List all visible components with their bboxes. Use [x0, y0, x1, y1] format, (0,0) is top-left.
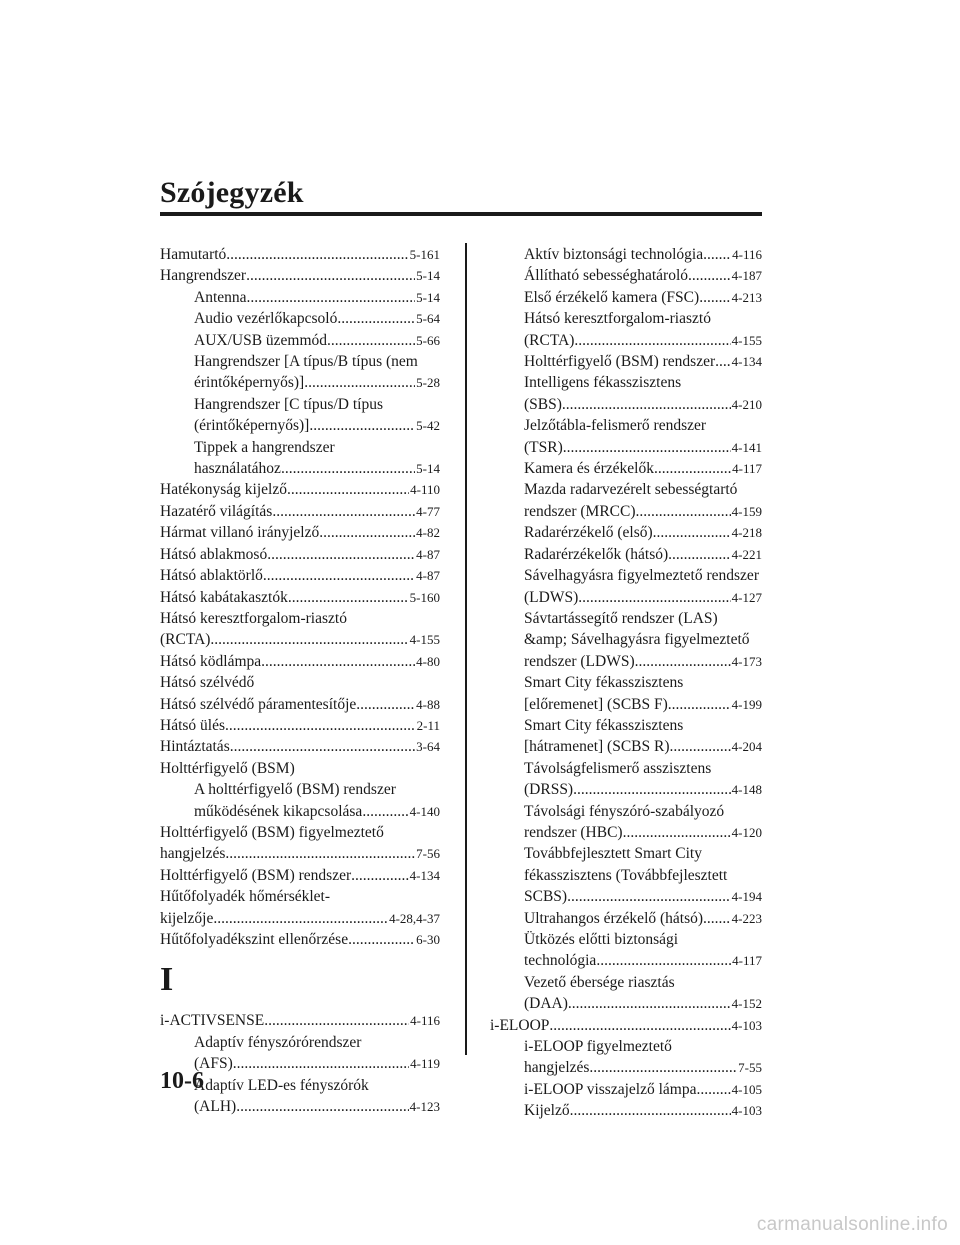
entry-term: Holttérfigyelő (BSM) rendszer	[160, 866, 352, 884]
index-entry-continuation	[490, 479, 762, 500]
index-subentry	[490, 1079, 762, 1100]
index-subentry	[490, 330, 762, 351]
entry-term: Hűtőfolyadékszint ellenőrzése	[160, 931, 349, 948]
index-subentry	[160, 1096, 440, 1117]
dot-leader	[668, 544, 730, 565]
dot-leader	[636, 501, 731, 522]
entry-term: (RCTA)	[160, 631, 211, 649]
index-entry	[160, 265, 440, 286]
entry-term: Továbbfejlesztett Smart City	[524, 845, 702, 863]
index-entry	[160, 694, 440, 715]
entry-term: Kijelző	[524, 1102, 570, 1120]
entry-term: technológia	[524, 952, 597, 970]
index-entry-continuation	[160, 1032, 440, 1053]
dot-leader	[247, 287, 416, 308]
entry-page-reference[interactable]: 4-82	[416, 525, 440, 541]
entry-page-reference[interactable]: 4-199	[731, 696, 762, 712]
index-entry-continuation	[160, 822, 440, 843]
dot-leader	[263, 565, 415, 586]
entry-page-reference[interactable]: 4-194	[731, 889, 762, 905]
dot-leader	[562, 394, 731, 415]
index-subentry	[490, 458, 762, 479]
entry-term: AUX/USB üzemmód	[194, 331, 328, 349]
dot-leader	[261, 651, 415, 672]
entry-page-reference[interactable]: 5-66	[416, 332, 440, 348]
dot-leader	[337, 308, 415, 329]
entry-term: Radarérzékelők (hátsó)	[524, 545, 669, 563]
index-entry-continuation	[160, 672, 440, 693]
entry-term: Kamera és érzékelők	[524, 460, 654, 478]
entry-page-reference[interactable]: 4-152	[731, 996, 762, 1012]
index-subentry	[490, 244, 762, 265]
entry-page-reference[interactable]: 4-120	[731, 824, 762, 840]
entry-page-reference[interactable]: 4-223	[731, 910, 762, 926]
dot-leader	[351, 865, 409, 886]
entry-term: Hangrendszer [C típus/D típus	[194, 395, 383, 413]
entry-term: Távolságfelismerő asszisztens	[524, 759, 712, 777]
index-entry	[160, 843, 440, 864]
dot-leader	[225, 715, 416, 736]
entry-term: rendszer (MRCC)	[524, 502, 636, 520]
entry-term: Jelzőtábla-felismerő rendszer	[524, 417, 707, 435]
index-entry	[160, 908, 440, 929]
index-subentry	[490, 1057, 762, 1078]
entry-term: [hátramenet] (SCBS R)	[524, 738, 670, 756]
entry-term: érintőképernyős)]	[194, 374, 305, 392]
dot-leader	[327, 330, 415, 351]
entry-term: Hármat villanó irányjelző	[160, 524, 320, 542]
entry-term: Állítható sebességhatároló	[524, 267, 688, 285]
index-subentry	[490, 886, 762, 907]
entry-term: Vezető ébersége riasztás	[524, 973, 675, 991]
dot-leader	[574, 330, 730, 351]
entry-term: (DAA)	[524, 995, 568, 1013]
dot-leader	[668, 694, 731, 715]
entry-term: Hátsó ablaktörlő	[160, 567, 263, 585]
entry-term: (LDWS)	[524, 588, 579, 606]
index-entry-continuation	[490, 929, 762, 950]
entry-term: [előremenet] (SCBS F)	[524, 695, 668, 713]
entry-term: rendszer (LDWS)	[524, 652, 635, 670]
index-entry-continuation	[490, 972, 762, 993]
entry-term: Távolsági fényszóró-szabályozó	[524, 802, 725, 820]
entry-page-reference[interactable]: 4-105	[731, 1081, 762, 1097]
index-entry-continuation	[160, 437, 440, 458]
entry-term: i-ELOOP	[490, 1016, 550, 1034]
index-entry	[160, 865, 440, 886]
dot-leader	[233, 1053, 409, 1074]
entry-term: Holttérfigyelő (BSM) figyelmeztető	[160, 823, 384, 841]
entry-term: (érintőképernyős)]	[194, 417, 310, 435]
index-entry-continuation	[490, 715, 762, 736]
entry-term: Ütközés előtti biztonsági	[524, 931, 679, 948]
dot-leader	[264, 1010, 409, 1031]
dot-leader	[715, 351, 731, 372]
entry-page-reference[interactable]: 5-14	[416, 289, 440, 305]
index-entry-continuation	[490, 865, 762, 886]
index-column-left	[160, 244, 440, 1117]
entry-page-reference[interactable]: 5-28	[416, 375, 440, 391]
entry-term: Hazatérő világítás	[160, 502, 273, 520]
entry-term: Hátsó ablakmosó	[160, 545, 268, 563]
index-subentry	[490, 908, 762, 929]
index-entry-continuation	[490, 415, 762, 436]
index-entry	[160, 715, 440, 736]
index-entry-continuation	[160, 779, 440, 800]
dot-leader	[281, 458, 415, 479]
dot-leader	[703, 908, 731, 929]
entry-term: SCBS)	[524, 888, 568, 906]
dot-leader	[267, 544, 415, 565]
entry-page-reference[interactable]: 4-116	[410, 1013, 440, 1029]
entry-page-reference[interactable]: 4-148	[731, 782, 762, 798]
entry-term: Radarérzékelő (első)	[524, 524, 653, 542]
dot-leader	[288, 587, 409, 608]
index-entry-continuation	[490, 758, 762, 779]
entry-term: (AFS)	[194, 1055, 233, 1073]
entry-page-reference[interactable]: 2-11	[416, 717, 440, 733]
entry-page-reference[interactable]: 4-117	[732, 953, 762, 969]
dot-leader	[309, 415, 415, 436]
entry-term: Audio vezérlőkapcsoló	[194, 310, 338, 328]
entry-term: &amp; Sávelhagyásra figyelmeztető	[524, 631, 750, 649]
index-column-right	[490, 244, 762, 1122]
entry-term: Hátsó ülés	[160, 716, 226, 734]
entry-term: A holttérfigyelő (BSM) rendszer	[194, 781, 396, 799]
dot-leader	[567, 886, 731, 907]
entry-page-reference[interactable]: 4-159	[731, 503, 762, 519]
dot-leader	[319, 522, 415, 543]
entry-term: Tippek a hangrendszer	[194, 438, 335, 456]
entry-term: Adaptív fényszórórendszer	[194, 1033, 362, 1051]
dot-leader	[225, 843, 415, 864]
dot-leader	[210, 629, 408, 650]
entry-term: (ALH)	[194, 1098, 237, 1116]
entry-term: Antenna	[194, 288, 247, 306]
entry-term: Hamutartó	[160, 246, 227, 263]
index-entry-continuation	[490, 565, 762, 586]
dot-leader	[236, 1096, 408, 1117]
entry-page-reference[interactable]: 4-103	[731, 1017, 762, 1033]
entry-page-reference[interactable]: 7-55	[738, 1060, 762, 1076]
entry-term: (DRSS)	[524, 781, 574, 799]
index-subentry	[490, 544, 762, 565]
index-entry-continuation	[490, 629, 762, 650]
entry-page-reference[interactable]: 4-80	[416, 653, 440, 669]
entry-term: Holttérfigyelő (BSM) rendszer	[524, 353, 716, 371]
index-entry	[160, 929, 440, 950]
index-subentry	[160, 330, 440, 351]
dot-leader	[272, 501, 415, 522]
entry-term: hangjelzés	[524, 1059, 590, 1077]
entry-page-reference[interactable]: 4-88	[416, 696, 440, 712]
entry-term: Smart City fékasszisztens	[524, 674, 684, 692]
entry-page-reference[interactable]: 5-64	[416, 311, 440, 327]
index-entry-continuation	[490, 308, 762, 329]
index-entry	[160, 565, 440, 586]
watermark: carmanualsonline.info	[756, 1214, 948, 1235]
index-entry	[160, 1010, 440, 1031]
entry-page-reference[interactable]: 4-87	[416, 568, 440, 584]
entry-term: működésének kikapcsolása	[194, 802, 363, 820]
dot-leader	[570, 1100, 731, 1121]
index-entry	[490, 1015, 762, 1036]
index-subentry	[160, 372, 440, 393]
index-subentry	[490, 351, 762, 372]
entry-term: Adaptív LED-es fényszórók	[194, 1076, 369, 1094]
entry-term: Hátsó szélvédő	[160, 674, 255, 692]
dot-leader	[623, 822, 731, 843]
index-subentry	[160, 415, 440, 436]
index-subentry	[490, 265, 762, 286]
dot-leader	[654, 458, 731, 479]
dot-leader	[213, 908, 388, 929]
entry-term: Hangrendszer [A típus/B típus (nem	[194, 353, 418, 371]
index-subentry	[490, 437, 762, 458]
entry-page-reference[interactable]: 4-204	[731, 739, 762, 755]
index-entry	[160, 629, 440, 650]
entry-term: (RCTA)	[524, 331, 575, 349]
entry-page-reference[interactable]: 4-119	[410, 1056, 440, 1072]
index-entry-continuation	[160, 886, 440, 907]
dot-leader	[356, 694, 415, 715]
entry-page-reference[interactable]: 5-42	[416, 418, 440, 434]
entry-page-reference[interactable]: 3-64	[416, 739, 440, 755]
entry-term: Intelligens fékasszisztens	[524, 374, 682, 392]
index-subentry	[490, 822, 762, 843]
index-entry-continuation	[490, 843, 762, 864]
entry-term: Hintáztatás	[160, 738, 230, 756]
entry-term: Hátsó szélvédő páramentesítője	[160, 695, 357, 713]
entry-page-reference[interactable]: 4-134	[409, 867, 440, 883]
index-entry	[160, 544, 440, 565]
index-entry-continuation	[160, 351, 440, 372]
dot-leader	[226, 244, 408, 265]
index-subentry	[160, 308, 440, 329]
page-number: 10-6	[160, 1068, 204, 1094]
dot-leader	[635, 651, 731, 672]
index-entry-continuation	[490, 801, 762, 822]
title-rule	[160, 212, 762, 216]
entry-term: Hátsó kabátakasztók	[160, 588, 288, 606]
entry-page-reference[interactable]: 4-117	[732, 461, 762, 477]
dot-leader	[670, 736, 731, 757]
index-entry	[160, 651, 440, 672]
index-entry-continuation	[490, 1036, 762, 1057]
entry-page-reference[interactable]: 4-103	[731, 1103, 762, 1119]
entry-term: (SBS)	[524, 395, 562, 413]
entry-page-reference[interactable]: 4-173	[731, 653, 762, 669]
entry-page-reference[interactable]: 4-155	[409, 632, 440, 648]
entry-term: (TSR)	[524, 438, 563, 456]
index-subentry	[490, 993, 762, 1014]
entry-term: használatához	[194, 460, 281, 478]
entry-term: Ultrahangos érzékelő (hátsó)	[524, 909, 704, 927]
dot-leader	[653, 522, 731, 543]
index-subentry	[490, 522, 762, 543]
entry-term: Mazda radarvezérelt sebességtartó	[524, 481, 738, 499]
dot-leader	[578, 587, 730, 608]
index-subentry	[160, 801, 440, 822]
entry-page-reference[interactable]: 4-141	[731, 439, 762, 455]
index-subentry	[490, 587, 762, 608]
entry-page-reference[interactable]: 4-116	[732, 247, 762, 262]
entry-term: Aktív biztonsági technológia	[524, 246, 704, 263]
entry-page-reference[interactable]: 4-127	[731, 589, 762, 605]
index-subentry	[490, 287, 762, 308]
index-subentry	[490, 950, 762, 971]
dot-leader	[549, 1015, 730, 1036]
entry-term: Hangrendszer	[160, 267, 247, 285]
dot-leader	[696, 1079, 730, 1100]
dot-leader	[596, 950, 731, 971]
entry-term: Smart City fékasszisztens	[524, 716, 684, 734]
index-entry-continuation	[160, 608, 440, 629]
dot-leader	[362, 801, 408, 822]
dot-leader	[348, 929, 415, 950]
entry-term: i-ELOOP figyelmeztető	[524, 1038, 672, 1056]
page-title: Szójegyzék	[160, 176, 304, 209]
dot-leader	[246, 265, 415, 286]
dot-leader	[699, 287, 730, 308]
entry-term: Első érzékelő kamera (FSC)	[524, 288, 700, 306]
entry-page-reference[interactable]: 7-56	[416, 846, 440, 862]
entry-page-reference[interactable]: 4-77	[416, 503, 440, 519]
entry-term: Hátsó keresztforgalom-riasztó	[160, 609, 347, 627]
dot-leader	[287, 479, 409, 500]
entry-term: Sávelhagyásra figyelmeztető rendszer	[524, 567, 759, 585]
section-letter-heading: I	[160, 961, 174, 999]
entry-page-reference[interactable]: 5-14	[416, 268, 440, 284]
index-entry	[160, 522, 440, 543]
dot-leader	[688, 265, 731, 286]
entry-term: i-ACTIVSENSE	[160, 1012, 265, 1030]
entry-page-reference[interactable]: 4-221	[731, 546, 762, 562]
entry-page-reference[interactable]: 5-161	[409, 247, 440, 262]
dot-leader	[304, 372, 415, 393]
dot-leader	[703, 244, 731, 265]
entry-page-reference[interactable]: 4-123	[409, 1099, 440, 1115]
entry-term: fékasszisztens (Továbbfejlesztett	[524, 866, 728, 884]
entry-page-reference[interactable]: 4-134	[731, 354, 762, 370]
dot-leader	[230, 736, 415, 757]
index-subentry	[490, 1100, 762, 1121]
index-entry	[160, 736, 440, 757]
entry-page-reference[interactable]: 4-87	[416, 546, 440, 562]
entry-term: Hátsó keresztforgalom-riasztó	[524, 310, 711, 328]
dot-leader	[568, 993, 731, 1014]
entry-term: Hatékonyság kijelző	[160, 481, 287, 499]
entry-page-reference[interactable]: 4-187	[731, 268, 762, 284]
dot-leader	[563, 437, 731, 458]
index-subentry	[160, 287, 440, 308]
index-subentry	[490, 394, 762, 415]
index-entry	[160, 479, 440, 500]
index-subentry	[490, 694, 762, 715]
entry-page-reference[interactable]: 4-218	[731, 525, 762, 541]
entry-page-reference[interactable]: 5-14	[416, 461, 440, 477]
entry-page-reference[interactable]: 6-30	[416, 932, 440, 947]
index-subentry	[160, 458, 440, 479]
index-entry	[160, 501, 440, 522]
index-entry	[160, 244, 440, 265]
index-subentry	[490, 501, 762, 522]
entry-term: rendszer (HBC)	[524, 823, 623, 841]
column-divider	[465, 243, 467, 1055]
index-entry-continuation	[490, 672, 762, 693]
entry-page-reference[interactable]: 4-213	[731, 289, 762, 305]
entry-term: Hűtőfolyadék hőmérséklet-	[160, 888, 331, 906]
index-entry	[160, 587, 440, 608]
entry-term: hangjelzés	[160, 845, 226, 863]
index-entry-continuation	[490, 372, 762, 393]
index-subentry	[490, 651, 762, 672]
entry-page-reference[interactable]: 4-210	[731, 396, 762, 412]
dot-leader	[589, 1057, 737, 1078]
dot-leader	[573, 779, 731, 800]
index-subentry	[490, 779, 762, 800]
index-entry-continuation	[160, 394, 440, 415]
entry-term: Hátsó ködlámpa	[160, 652, 262, 670]
index-entry-continuation	[490, 608, 762, 629]
entry-page-reference[interactable]: 4-140	[409, 803, 440, 819]
entry-term: Sávtartássegítő rendszer (LAS)	[524, 609, 718, 627]
index-subentry	[490, 736, 762, 757]
entry-term: i-ELOOP visszajelző lámpa	[524, 1080, 697, 1098]
entry-page-reference[interactable]: 4-110	[410, 482, 440, 498]
entry-term: Holttérfigyelő (BSM)	[160, 759, 295, 777]
entry-page-reference[interactable]: 5-160	[409, 589, 440, 605]
entry-page-reference[interactable]: 4-155	[731, 332, 762, 348]
entry-term: kijelzője	[160, 909, 214, 927]
entry-page-reference[interactable]: 4-28,4-37	[389, 910, 440, 926]
index-entry-continuation	[160, 758, 440, 779]
